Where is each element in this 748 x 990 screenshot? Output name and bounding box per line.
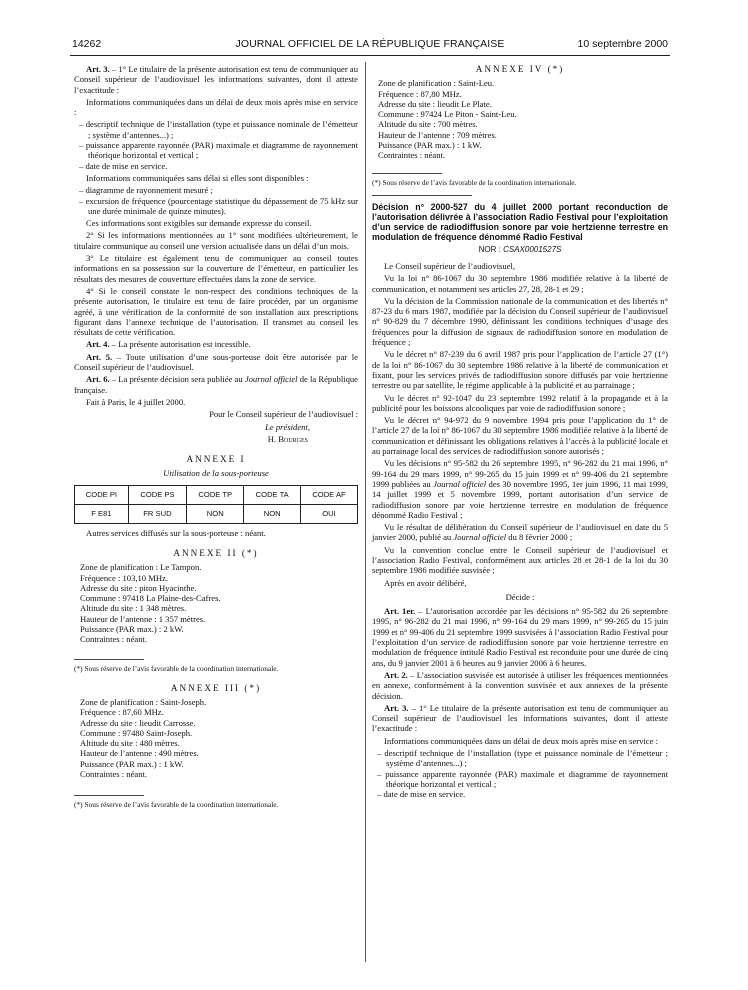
paragraph: Après en avoir délibéré, — [384, 577, 467, 588]
footnote: (*) Sous réserve de l’avis favorable de la coordination internationale. — [372, 177, 577, 187]
table-cell: FR SUD — [128, 504, 186, 523]
detail-line: Puissance (PAR max.) : 2 kW. — [80, 624, 184, 635]
decision-title: Décision n° 2000-527 du 4 juillet 2000 portant reconduction de l’autorisation délivrée à l’association Radio Festival pour l’exploitation d’un service de radiodiffusion sonore par voie hertzienne terrestre en modulation de fréquence dénommé Radio Festival — [372, 201, 668, 242]
list-item: – date de mise en service. — [79, 160, 168, 171]
detail-line: Adresse du site : lieudit Le Plate. — [378, 98, 492, 109]
annexe-3-details — [74, 697, 358, 779]
paragraph: 3° Le titulaire est également tenu de communiquer au conseil toutes informations en sa possession sur la couverture de l’émetteur, en particulier les résultats des mesures de couverture effectuées dans la zone de service. — [74, 253, 358, 284]
annexe-4-title: ANNEXE IV (*) — [475, 64, 565, 74]
paragraph: Vu la décision de la Commission nationale de la communication et des libertés n° 87-23 du 6 mars 1987, modifiée par la décision du Conseil supérieur de l’audiovisuel n° 90-829 du 7 décembre 1990, définissant les conditions techniques d’usage des fréquences pour la diffusion de signaux de radiodiffusion sonore en modulation de fréquence ; — [372, 295, 668, 348]
signature-name: H. Bourges — [267, 433, 308, 444]
paragraph: Vu la convention conclue entre le Conseil supérieur de l’audiovisuel et l’association Radio Festival, conformément aux articles 28 et 28-1 de la loi du 30 septembre 1986 modifiée susvisée ; — [372, 544, 668, 576]
list-item: – diagramme de rayonnement mesuré ; — [79, 185, 213, 196]
decide-heading: Décide : — [505, 591, 535, 602]
info-deux-mois: Informations communiquées dans un délai de deux mois après mise en service : — [384, 735, 658, 746]
footnote: (*) Sous réserve de l’avis favorable de la coordination internationale. — [74, 800, 279, 810]
table-header-cell: CODE PI — [75, 485, 129, 504]
detail-line: Altitude du site : 1 348 mètres. — [80, 603, 187, 614]
separator-rule — [372, 195, 472, 196]
annexe-1-title: ANNEXE I — [186, 454, 246, 465]
detail-line: Altitude du site : 700 mètres. — [378, 119, 478, 130]
table-header-cell: CODE AF — [300, 485, 357, 504]
paragraph: Vu la loi n° 86-1067 du 30 septembre 1986 modifiée relative à la liberté de communication, et notamment ses articles 27, 28, 28-1 et 29 ; — [372, 273, 668, 294]
info-disponibles: Informations communiquées sans délai si elles sont disponibles : — [86, 172, 309, 183]
paragraph: Ces informations sont exigibles sur demande expresse du conseil. — [86, 218, 312, 229]
subcarrier-table — [74, 485, 358, 524]
table-cell: OUI — [300, 504, 357, 523]
detail-line: Fréquence : 87,80 MHz. — [378, 88, 462, 99]
list-item: – excursion de fréquence (pourcentage statistique du dépassement de 75 kHz sur une durée minimale de quinze minutes). — [79, 195, 358, 216]
detail-line: Hauteur de l’antenne : 709 mètres. — [378, 129, 497, 140]
right-column — [372, 64, 668, 802]
detail-line: Zone de planification : Saint-Joseph. — [80, 696, 207, 707]
table-cell: F E81 — [75, 504, 129, 523]
paragraph: Vu le décret n° 92-1047 du 23 septembre 1992 relatif à la propagande et à la publicité pour les boissons alcooliques par voie de radiodiffusion sonore ; — [372, 392, 668, 413]
table-cell: NON — [187, 504, 244, 523]
page-header — [72, 38, 668, 54]
article-4: Art. 4. – La présente autorisation est incessible. — [86, 339, 251, 350]
paragraph: 2° Si les informations mentionnées au 1° sont modifiées ultérieurement, le titulaire communique au conseil une version actualisée dans un délai d’un mois. — [74, 230, 358, 251]
annexe-3-title: ANNEXE III (*) — [170, 682, 262, 693]
annexe-2-details — [74, 562, 358, 644]
signature-title: Le président, — [265, 421, 310, 432]
issue-date: 10 septembre 2000 — [577, 38, 668, 50]
footnote: (*) Sous réserve de l’avis favorable de la coordination internationale. — [74, 663, 279, 673]
paragraph-vu-deliberation: Vu le résultat de délibération du Conseil supérieur de l’audiovisuel en date du 5 janvier 2000, publié au Journal officiel du 8 février 2000 ; — [372, 522, 668, 543]
detail-line: Commune : 97418 La Plaine-des-Cafres. — [80, 593, 221, 604]
article-5: Art. 5. – Toute utilisation d’une sous-porteuse doit être autorisée par le Conseil supérieur de l’audiovisuel. — [74, 351, 358, 373]
page-number: 14262 — [72, 38, 102, 50]
table-header-row — [75, 485, 358, 504]
article-2: Art. 2. – L’association susvisée est autorisée à utiliser les fréquences mentionnées en annexe, conformément à la convention susvisée et aux annexes de la présente décision. — [372, 669, 669, 701]
list-item: – date de mise en service. — [377, 789, 466, 800]
footnote-rule — [74, 659, 144, 660]
paragraph: Vu le décret n° 87-239 du 6 avril 1987 pris pour l’application de l’article 27 (1°) de la loi n° 86-1067 du 30 septembre 1986 relative à la liberté de communication et fixant, pour les services privés de radiodiffusion sonore diffusés par voie hertzienne terrestre ou par satellite, le régime applicable à la publicité et au parrainage ; — [372, 349, 668, 391]
info-deux-mois: Informations communiquées dans un délai de deux mois après mise en service : — [74, 96, 358, 118]
detail-line: Fréquence : 87,60 MHz. — [80, 707, 164, 718]
list-item: – puissance apparente rayonnée (PAR) maximale et diagramme de rayonnement théorique horizontal et vertical ; — [377, 768, 668, 789]
annexe-4-details — [372, 78, 668, 160]
column-divider — [365, 62, 366, 962]
signature-line-1: Pour le Conseil supérieur de l’audiovisuel : — [209, 409, 358, 420]
detail-line: Hauteur de l’antenne : 490 mètres. — [80, 748, 199, 759]
detail-line: Zone de planification : Saint-Leu. — [378, 78, 495, 89]
table-row — [75, 504, 358, 523]
journal-title: JOURNAL OFFICIEL DE LA RÉPUBLIQUE FRANÇAISE — [235, 38, 505, 50]
list-item: – descriptif technique de l’installation (type et puissance nominale de l’émetteur ; système d’antennes...) ; — [377, 748, 668, 769]
list-item: – descriptif technique de l’installation (type et puissance nominale de l’émetteur ; système d’antennes...) ; — [79, 119, 358, 140]
list-item: – puissance apparente rayonnée (PAR) maximale et diagramme de rayonnement théorique horizontal et vertical ; — [79, 140, 358, 161]
detail-line: Contraintes : néant. — [80, 634, 148, 645]
detail-line: Puissance (PAR max.) : 1 kW. — [80, 758, 184, 769]
left-column — [74, 64, 358, 811]
info-list-1 — [372, 748, 668, 799]
table-cell: NON — [244, 504, 301, 523]
table-header-cell: CODE TP — [187, 485, 244, 504]
paragraph-vu-decisions: Vu les décisions n° 95-582 du 26 septembre 1995, n° 96-282 du 21 mai 1996, n° 99-164 du 29 mars 1999, n° 99-265 du 15 juin 1999 et n° 99-406 du 21 septembre 1999 publiées au Journal officiel des 30 novembre 1995, 1er juin 1996, 11 mai 1999, 14 juillet 1999 et 5 novembre 1999, portant autorisation d’un service de radiodiffusion sonore par voie hertzienne terrestre en modulation de fréquence dénommé Radio Festival ; — [372, 458, 668, 520]
paragraph: Le Conseil supérieur de l’audiovisuel, — [384, 260, 516, 271]
nor-reference: NOR : CSAX0001527S — [478, 244, 562, 254]
fait-a-paris: Fait à Paris, le 4 juillet 2000. — [86, 396, 186, 407]
detail-line: Contraintes : néant. — [80, 769, 148, 780]
detail-line: Altitude du site : 480 mètres. — [80, 738, 180, 749]
detail-line: Fréquence : 103,10 MHz. — [80, 572, 169, 583]
article-6: Art. 6. – La présente décision sera publiée au Journal officiel de la République française. — [74, 374, 358, 395]
table-header-cell: CODE PS — [128, 485, 186, 504]
annexe-2-title: ANNEXE II (*) — [173, 547, 259, 558]
detail-line: Puissance (PAR max.) : 1 kW. — [378, 140, 482, 151]
info-list-1 — [74, 119, 358, 170]
detail-line: Adresse du site : piton Hyacinthe. — [80, 582, 197, 593]
article-3-intro: Art. 3. – 1° Le titulaire de la présente autorisation est tenu de communiquer au Conseil supérieur de l’audiovisuel les informations suivantes, dont il atteste l’exactitude : — [372, 702, 669, 734]
annexe-1-subtitle: Utilisation de la sous-porteuse — [163, 468, 269, 479]
detail-line: Adresse du site : lieudit Carrosse. — [80, 717, 196, 728]
detail-line: Commune : 97480 Saint-Joseph. — [80, 727, 193, 738]
paragraph: Vu le décret n° 94-972 du 9 novembre 1994 pris pour l’application du 1° de l’article 27 de la loi n° 86-1067 du 30 septembre 1986 modifiée relative à la liberté de communication et définissant les obligations relatives à l’accès à la publicité locale et au parrainage local des services de radiodiffusion sonore autorisés ; — [372, 415, 668, 457]
autres-services: Autres services diffusés sur la sous-porteuse : néant. — [86, 527, 266, 538]
detail-line: Zone de planification : Le Tampon. — [80, 562, 202, 573]
detail-line: Contraintes : néant. — [378, 150, 446, 161]
header-rule — [70, 55, 670, 56]
detail-line: Commune : 97424 Le Piton - Saint-Leu. — [378, 109, 517, 120]
paragraph: 4° Si le conseil constate le non-respect des conditions techniques de la présente autorisation, le titulaire est tenu de faire procéder, par un organisme agréé, à une vérification de la conformité de son installation aux prescriptions figurant dans l’annexe technique de l’autorisation. Il transmet au conseil les résultats de cette vérification. — [74, 285, 358, 338]
detail-line: Hauteur de l’antenne : 1 357 mètres. — [80, 613, 206, 624]
article-3-intro: Art. 3. – 1° Le titulaire de la présente autorisation est tenu de communiquer au Conseil supérieur de l’audiovisuel les informations suivantes, dont il atteste l’exactitude : — [74, 64, 359, 95]
footnote-rule — [372, 173, 442, 174]
table-header-cell: CODE TA — [244, 485, 301, 504]
info-list-2 — [74, 185, 358, 216]
article-1: Art. 1er. – L’autorisation accordée par les décisions n° 95-582 du 26 septembre 1995, n° 96-282 du 21 mai 1996, n° 99-164 du 29 mars 1999, n° 99-265 du 15 juin 1999 et n° 99-406 du 21 septembre 1999 susvisées à l’association Radio Festival pour l’exploitation d’un service de radiodiffusion sonore par voie hertzienne terrestre en modulation de fréquence intitulé Radio Festival est reconduite pour une durée de cinq ans, du 9 janvier 2001 à 6 heures au 9 janvier 2006 à 6 heures. — [372, 606, 669, 668]
footnote-rule — [74, 795, 144, 796]
